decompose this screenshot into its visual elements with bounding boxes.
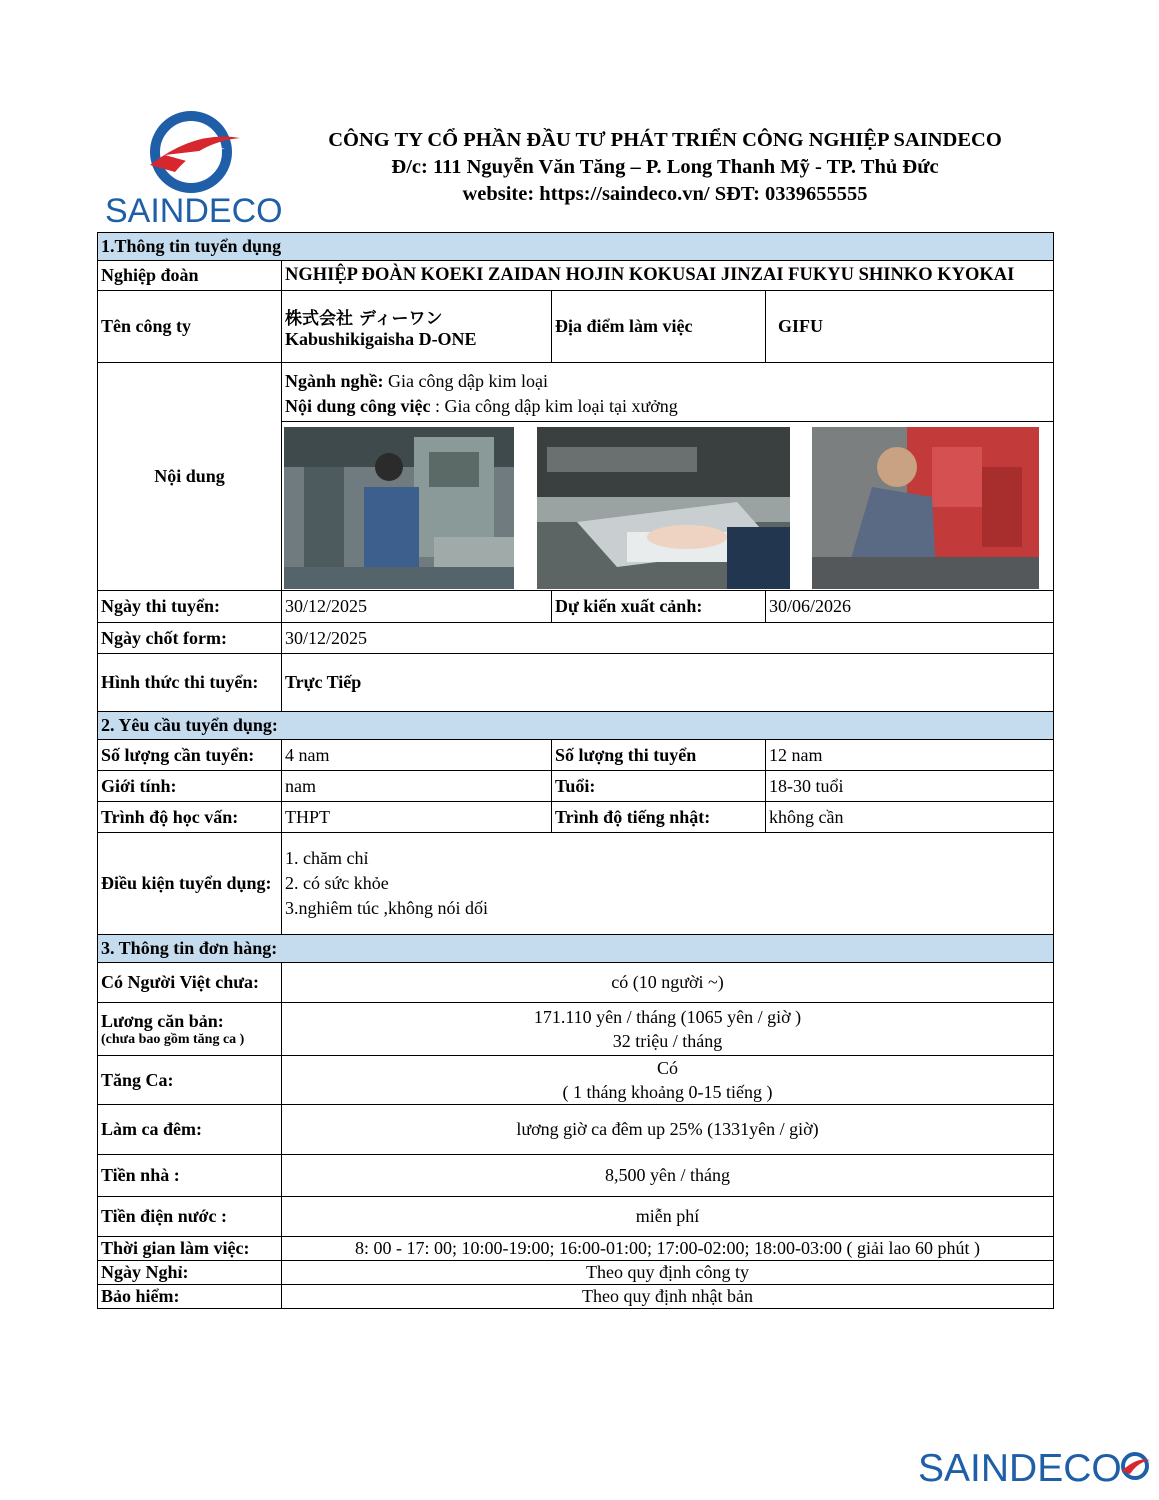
utilities-label: Tiền điện nước : — [98, 1197, 282, 1237]
conditions-label: Điều kiện tuyển dụng: — [98, 833, 282, 935]
overtime-value-cell — [282, 1056, 1054, 1105]
job-label: Nội dung công việc — [285, 396, 431, 416]
education-value: THPT — [282, 802, 552, 833]
age-label: Tuổi: — [552, 771, 766, 802]
salary-note: (chưa bao gồm tăng ca ) — [101, 1031, 245, 1047]
section2-title: 2. Yêu cầu tuyển dụng: — [98, 712, 1054, 740]
condition-item: 2. có sức khỏe — [285, 873, 389, 893]
company-name-cell — [282, 291, 552, 363]
condition-item: 3.nghiêm túc ,không nói dối — [285, 898, 488, 918]
industry-label: Ngành nghề: — [285, 371, 384, 391]
work-photo-press-machine — [284, 427, 514, 589]
departure-value: 30/06/2026 — [766, 591, 1054, 623]
company-address: Đ/c: 111 Nguyễn Văn Tăng – P. Long Thanh Mỹ - TP. Thủ Đức — [391, 156, 939, 178]
company-romaji-name: Kabushikigaisha D-ONE — [285, 328, 477, 349]
exam-type-value: Trực Tiếp — [282, 654, 1054, 712]
company-label: Tên công ty — [98, 291, 282, 363]
japanese-level-label: Trình độ tiếng nhật: — [552, 802, 766, 833]
rent-value: 8,500 yên / tháng — [282, 1155, 1054, 1197]
days-off-label: Ngày Nghỉ: — [98, 1261, 282, 1285]
night-shift-label: Làm ca đêm: — [98, 1105, 282, 1155]
section3-title: 3. Thông tin đơn hàng: — [98, 935, 1054, 963]
footer-logo — [918, 1447, 1158, 1497]
location-label: Địa điểm làm việc — [552, 291, 766, 363]
departure-label: Dự kiến xuất cảnh: — [552, 591, 766, 623]
exam-date-value: 30/12/2025 — [282, 591, 552, 623]
japanese-level-value: không cần — [766, 802, 1054, 833]
vietnamese-present-value: có (10 người ~) — [282, 963, 1054, 1003]
work-hours-value: 8: 00 - 17: 00; 10:00-19:00; 16:00-01:00; 17:00-02:00; 18:00-03:00 ( giải lao 60 phút ) — [282, 1237, 1054, 1261]
need-value: 4 nam — [282, 740, 552, 771]
company-logo — [105, 110, 283, 230]
exam-date-label: Ngày thi tuyển: — [98, 591, 282, 623]
condition-item: 1. chăm chỉ — [285, 848, 369, 868]
age-value: 18-30 tuổi — [766, 771, 1054, 802]
overtime-value: Có — [657, 1058, 679, 1078]
job-description — [282, 363, 1053, 422]
document-header — [290, 127, 1040, 208]
rent-label: Tiền nhà : — [98, 1155, 282, 1197]
salary-label: Lương căn bản: — [101, 1010, 224, 1031]
section1-title: 1.Thông tin tuyển dụng — [98, 233, 1054, 261]
utilities-value: miễn phí — [282, 1197, 1054, 1237]
location-value: GIFU — [766, 291, 1054, 363]
insurance-label: Bảo hiểm: — [98, 1285, 282, 1309]
overtime-label: Tăng Ca: — [98, 1056, 282, 1105]
work-hours-label: Thời gian làm việc: — [98, 1237, 282, 1261]
content-label: Nội dung — [98, 363, 282, 591]
salary-monthly-vnd: 32 triệu / tháng — [612, 1031, 723, 1051]
salary-value-cell — [282, 1003, 1054, 1056]
exam-type-label: Hình thức thi tuyển: — [98, 654, 282, 712]
footer-logo-text: SAINDECO — [918, 1447, 1122, 1490]
company-name: CÔNG TY CỔ PHẦN ĐẦU TƯ PHÁT TRIỂN CÔNG NGHIỆP SAINDECO — [328, 129, 1002, 151]
company-jp-name: 株式会社 ディーワン — [285, 308, 443, 329]
logo-text: SAINDECO — [105, 192, 283, 230]
vietnamese-present-label: Có Người Việt chưa: — [98, 963, 282, 1003]
saindeco-emblem-icon — [105, 110, 280, 195]
salary-monthly-yen: 171.110 yên / tháng (1065 yên / giờ ) — [533, 1007, 802, 1027]
saindeco-emblem-icon — [1118, 1449, 1152, 1483]
form-close-label: Ngày chốt form: — [98, 623, 282, 654]
overtime-detail: ( 1 tháng khoảng 0-15 tiếng ) — [562, 1082, 773, 1102]
education-label: Trình độ học vấn: — [98, 802, 282, 833]
gender-label: Giới tính: — [98, 771, 282, 802]
form-close-value: 30/12/2025 — [282, 623, 1054, 654]
work-photo-bending — [537, 427, 790, 589]
exam-count-label: Số lượng thi tuyển — [552, 740, 766, 771]
content-cell — [282, 363, 1054, 591]
exam-count-value: 12 nam — [766, 740, 1054, 771]
recruitment-table — [97, 232, 1054, 1309]
salary-label-cell — [98, 1003, 282, 1056]
days-off-value: Theo quy định công ty — [282, 1261, 1054, 1285]
work-photos — [282, 422, 1053, 589]
work-photo-operator — [812, 427, 1039, 589]
insurance-value: Theo quy định nhật bản — [282, 1285, 1054, 1309]
gender-value: nam — [282, 771, 552, 802]
job-value: : Gia công dập kim loại tại xưởng — [430, 396, 678, 416]
company-contact: website: https://saindeco.vn/ SĐT: 0339655555 — [462, 183, 868, 205]
conditions-list — [282, 833, 1054, 935]
union-label: Nghiệp đoàn — [98, 261, 282, 291]
industry-value: Gia công dập kim loại — [383, 371, 548, 391]
union-value: NGHIỆP ĐOÀN KOEKI ZAIDAN HOJIN KOKUSAI JINZAI FUKYU SHINKO KYOKAI — [282, 261, 1054, 291]
need-label: Số lượng cần tuyển: — [98, 740, 282, 771]
night-shift-value: lương giờ ca đêm up 25% (1331yên / giờ) — [282, 1105, 1054, 1155]
